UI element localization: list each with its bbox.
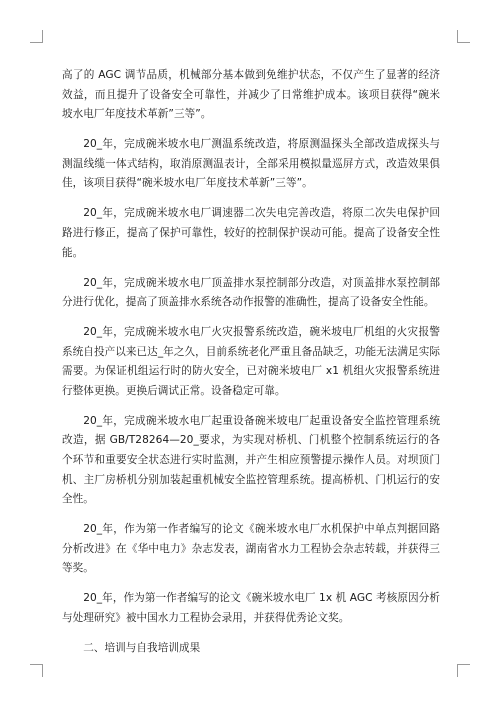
paragraph-paper-one: 20_年，作为第一作者编写的论文《碗米坡水电厂水机保护中单点判据回路分析改进》在《华中电力》杂志发表，湖南省水力工程协会杂志转载，并获得三等奖。 [62, 523, 440, 575]
crop-mark-bottom-left [30, 664, 43, 677]
crop-mark-top-right [457, 30, 470, 43]
section-heading-training: 二、培训与自我培训成果 [83, 641, 201, 654]
paragraph-fire-alarm: 20_年，完成碗米坡水电厂火灾报警系统改造，碗米坡电厂机组的火灾报警系统自投产以来已达_年之久，目前系统老化严重且备品缺乏，功能无法满足实际需要。为保证机组运行时的防火安全，已对碗米坡电厂 x1 机组火灾报警系统进行整体更换。更换后调试正常。设备稳定可靠。 [62, 326, 440, 397]
paragraph-drainage-pump: 20_年，完成碗米坡水电厂顶盖排水泵控制部分改造，对顶盖排水泵控制部分进行优化，提高了顶盖排水系统各动作报警的准确性，提高了设备安全性能。 [62, 276, 440, 309]
paragraph-temperature-system: 20_年，完成碗米坡水电厂测温系统改造，将原测温探头全部改造成探头与测温线缆一体式结构，取消原测温表计，全部采用模拟量巡屏方式，改造效果俱佳，该项目获得“碗米坡水电厂年度技术革新”三等”。 [62, 138, 440, 190]
paragraph-paper-two: 20_年，作为第一作者编写的论文《碗米坡水电厂 1x 机 AGC 考核原因分析与处理研究》被中国水力工程协会录用，并获得优秀论文奖。 [62, 592, 440, 624]
crop-mark-top-left [30, 30, 43, 43]
paragraph-lifting-equipment: 20_年，完成碗米坡水电厂起重设备碗米坡电厂起重设备安全监控管理系统改造，据 GB/T28264—20_要求，为实现对桥机、门机整个控制系统运行的各个环节和重要安全状态进行实时监测，并产生相应预警提示操作人员。对坝顶门机、主厂房桥机分别加装起重机械安全监控管理系统。提高桥机、门机运行的安全性。 [62, 414, 440, 506]
paragraph-governor-retrofit: 20_年，完成碗米坡水电厂调速器二次失电完善改造，将原二次失电保护回路进行修正，提高了保护可靠性，较好的控制保护误动可能。提高了设备安全性能。 [62, 207, 440, 259]
document-body [62, 66, 440, 669]
paragraph-agc-continuation: 高了的 AGC 调节品质，机械部分基本做到免维护状态，不仅产生了显著的经济效益，而且提升了设备安全可靠性，并减少了日常维护成本。该项目获得“碗米坡水电厂年度技术革新”三等”。 [62, 69, 440, 121]
crop-mark-bottom-right [457, 664, 470, 677]
